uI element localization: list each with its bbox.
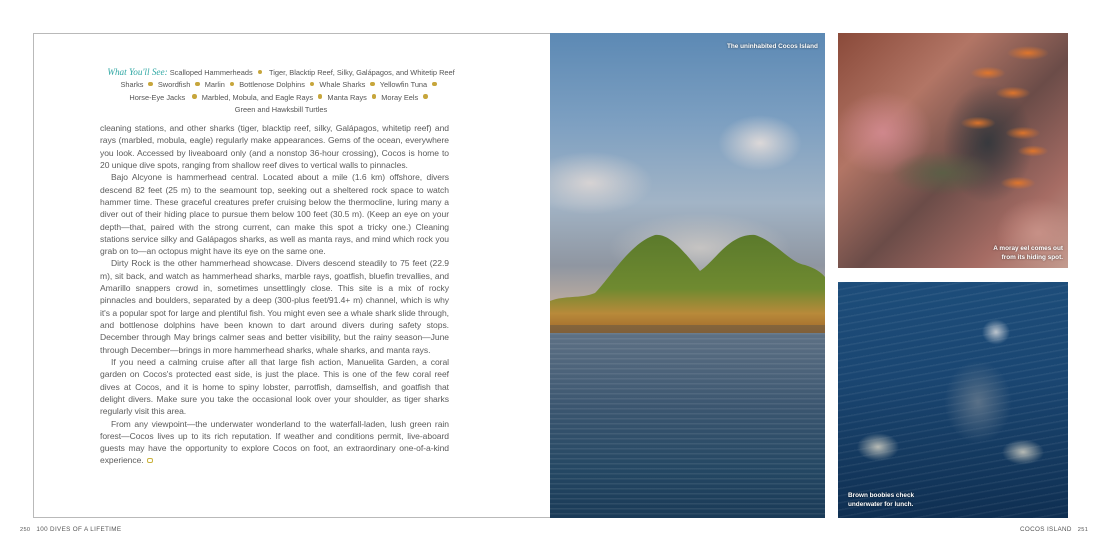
ocean-water bbox=[550, 333, 825, 518]
body-paragraph: Dirty Rock is the other hammerhead showcase. Divers descend steadily to 75 feet (22.9 m), sit back, and watch as hammerhead sharks, marble rays, goatfish, bluefin trevallies, and Amarillo snappers crowd in, sometimes unsettlingly close. This site is a mix of rocky pinnacles and boulders, separated by a deep (300-plus feet/91.4+ m) channel, which is why it's a popular spot for large and plentiful fish. You might even see a whale shark slide through, and bottlenose dolphins have been known to dart around divers during safety stops. December through May brings calmer seas and better visibility, but the rainy season—June through December—brings in more hammerhead sharks, whale sharks, and manta rays. bbox=[100, 258, 449, 355]
caption-line: A moray eel comes out bbox=[993, 245, 1063, 252]
running-head-right: COCOS ISLAND bbox=[1020, 526, 1072, 533]
caption-line: Brown boobies check bbox=[848, 492, 915, 499]
see-item: Marlin bbox=[204, 80, 225, 90]
see-item: Bottlenose Dolphins bbox=[239, 80, 305, 90]
caption-line: from its hiding spot. bbox=[1001, 254, 1063, 261]
footer-right bbox=[1020, 526, 1088, 533]
see-item: Tiger, Blacktip Reef, Silky, Galápagos, and Whitetip Reef Sharks bbox=[120, 68, 455, 90]
bullet-dot-icon bbox=[370, 82, 374, 86]
body-paragraph-last bbox=[100, 418, 449, 467]
bullet-dot-icon bbox=[318, 94, 322, 98]
see-item: Swordfish bbox=[157, 80, 191, 90]
bullet-dot-icon bbox=[148, 82, 152, 86]
see-item: Marbled, Mobula, and Eagle Rays bbox=[201, 92, 314, 102]
end-of-article-icon bbox=[147, 458, 153, 463]
photo-caption-moray bbox=[993, 244, 1063, 262]
page-number-left: 250 bbox=[20, 527, 31, 533]
body-paragraph: If you need a calming cruise after all that large fish action, Manuelita Garden, a coral garden on Cocos's protected east side, is just the place. This is one of the few coral reef dives at Cocos, and it is home to spiny lobster, parrotfish, damselfish, and goatfish that delight divers. Make sure you take the occasional look over your shoulder, as tiger sharks regularly visit this area. bbox=[100, 356, 449, 417]
bullet-dot-icon bbox=[432, 82, 436, 86]
bullet-dot-icon bbox=[372, 94, 376, 98]
cocos-island-photo bbox=[550, 33, 825, 518]
brown-booby-photo bbox=[838, 282, 1068, 518]
see-item: Horse-Eye Jacks bbox=[129, 92, 186, 102]
see-item: Manta Rays bbox=[327, 92, 367, 102]
moray-eel-photo bbox=[838, 33, 1068, 268]
see-item: Scalloped Hammerheads bbox=[169, 68, 253, 77]
see-item: Whale Sharks bbox=[319, 80, 366, 90]
photo-caption-booby bbox=[848, 491, 914, 509]
island-silhouette bbox=[550, 233, 825, 338]
see-item: Moray Eels bbox=[381, 92, 419, 102]
footer-left bbox=[20, 526, 121, 533]
bullet-dot-icon bbox=[423, 94, 427, 98]
body-paragraph: cleaning stations, and other sharks (tiger, blacktip reef, silky, Galápagos, whitetip reef) and rays (marbled, mobula, eagle) regularly make appearances. Gems of the ocean, everywhere you look. Accessed by liveaboard only (and a nonstop 36-hour crossing), Cocos is home to 20 unique dive spots, ranging from shallow reef dives to vertical walls to pinnacles. bbox=[100, 123, 449, 170]
body-paragraph-text: From any viewpoint—the underwater wonderland to the waterfall-laden, lush green rain forest—Cocos lives up to its rich reputation. If weather and conditions permit, live-aboard guests may have the opportunity to explore Cocos on foot, an extraordinary one-of-a-kind experience. bbox=[100, 418, 449, 466]
what-youll-see-label: What You'll See: bbox=[107, 67, 168, 77]
bullet-dot-icon bbox=[258, 70, 262, 74]
photo-caption-island: The uninhabited Cocos Island bbox=[727, 43, 818, 50]
see-item: Green and Hawksbill Turtles bbox=[234, 104, 328, 114]
caption-line: underwater for lunch. bbox=[848, 501, 914, 508]
body-paragraph: Bajo Alcyone is hammerhead central. Located about a mile (1.6 km) offshore, divers descend 82 feet (25 m) to the seamount top, seeking out a sheltered rock space to watch hammer time. These graceful creatures prefer cruising below the thermocline, luring many a diver out of their hiding place to pursue them below 100 feet (30.5 m). (Keep an eye on your depth—that, paired with the strong current, can make this spot a tricky one.) Cleaning stations service silky and Galápagos sharks, as well as manta rays, and mind which rock you grab on to—an octopus might have its eye on the same one. bbox=[100, 172, 449, 257]
bullet-dot-icon bbox=[192, 94, 196, 98]
article-body bbox=[100, 122, 449, 467]
running-head-left: 100 DIVES OF A LIFETIME bbox=[36, 526, 122, 533]
bullet-dot-icon bbox=[195, 82, 199, 86]
page-number-right: 251 bbox=[1077, 527, 1089, 533]
bullet-dot-icon bbox=[310, 82, 314, 86]
see-item: Yellowfin Tuna bbox=[379, 80, 428, 90]
bullet-dot-icon bbox=[230, 82, 234, 86]
what-youll-see-block bbox=[100, 66, 462, 116]
